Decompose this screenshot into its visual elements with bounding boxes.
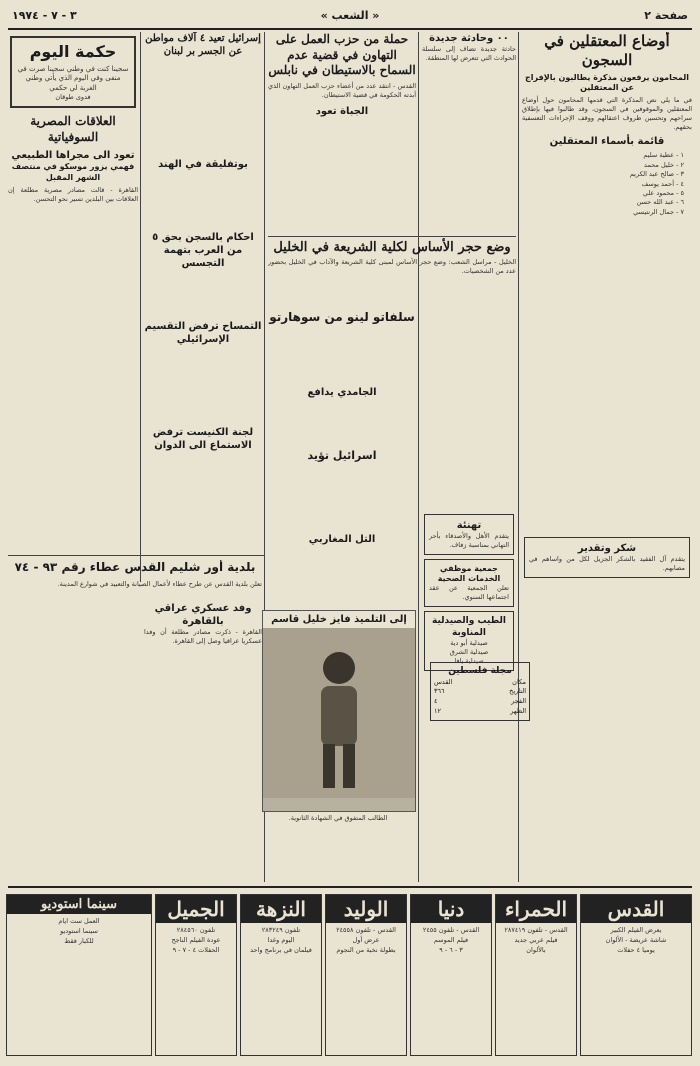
list-item: • ٥ - محمود علي xyxy=(522,189,684,198)
calendar-title: مجلة فلسطين xyxy=(448,666,512,676)
tender-text: تعلن بلدية القدس عن طرح عطاء لأعمال الصيانة والتعبيد في شوارع المدينة. xyxy=(57,579,262,588)
suharto-headline: سلفاتو لينو من سوهارتو xyxy=(269,310,415,324)
pharmacy-line: صيدلية الشرق xyxy=(449,647,489,656)
jamdi-headline: الجامدي يدافع xyxy=(307,386,377,398)
issue-date: ٣ - ٧ - ١٩٧٤ xyxy=(12,9,77,22)
prisoners-headline: أوضاع المعتقلين في السجون xyxy=(544,32,670,69)
thanks-title: شكر وتقدير xyxy=(577,543,637,555)
prisoners-text: في ما يلي نص المذكرة التي قدمها المحامون حول أوضاع المعتقلين والموقوفين في السجون، وقد طالبوا فيها بإطلاق سراحهم وتحسين ظروف اعتقالهم ووقف الإجراءات التعسفية بحقهم. xyxy=(522,96,692,131)
congrats-notice xyxy=(424,514,514,555)
column-right xyxy=(522,32,692,882)
student-photo xyxy=(262,610,416,812)
labour-party-headline: حملة من حزب العمل على التهاون في قضية عدم السماح بالاستيطان في نابلس xyxy=(268,32,416,78)
column-rule xyxy=(418,32,419,882)
newspaper-name: « الشعب » xyxy=(320,9,380,22)
cinema-name: الجميل xyxy=(156,895,236,923)
list-item: • ٣ - صالح عبد الكريم xyxy=(522,170,684,179)
health-assoc-notice xyxy=(424,559,514,607)
list-item: • ٢ - خليل محمد xyxy=(522,161,684,170)
fahmi-visit-headline: فهمي يزور موسكو في منتصف الشهر المقبل xyxy=(11,162,135,182)
pharmacy-line: صيدلية يافا xyxy=(454,656,484,665)
wisdom-box xyxy=(10,36,136,108)
cinema-name: الوليد xyxy=(326,895,406,923)
bouteflika-headline: بوتفليقة في الهند xyxy=(158,159,248,170)
cinema-name: النزهة xyxy=(241,895,321,923)
cinema-ad: الجميل تلفون ٢٨٤٥٦٠ عودة الفيلم الناجح الحفلات ٤ - ٧ - ٩ xyxy=(155,894,237,1056)
cinema-ads xyxy=(8,886,692,1060)
wisdom-brand: حكمة اليوم xyxy=(29,42,117,61)
labour-party-text: القدس - انتقد عدد من أعضاء حزب العمل التهاون الذي أبدته الحكومة في قضية الاستيطان. xyxy=(268,81,416,99)
pharmacy-line: صيدلية أبو دية xyxy=(450,639,488,648)
congrats-title: تهنئة xyxy=(456,520,482,531)
column-rule xyxy=(140,32,141,582)
returnees-headline: إسرائيل تعيد ٤ آلاف مواطن عن الجسر بر لبنان xyxy=(145,33,261,57)
collectors-headline: الجباة تعود xyxy=(315,106,369,118)
israel-supports-headline: اسرائيل تؤيد xyxy=(307,448,377,462)
page-header xyxy=(8,6,692,30)
column-3-mid xyxy=(268,310,416,610)
divider xyxy=(268,236,516,237)
tender-headline: بلدية أور شليم القدس عطاء رقم ٩٣ - ٧٤ xyxy=(14,560,256,574)
congrats-text: يتقدم الأهل والأصدقاء بأحر التهاني بمناسبة زفاف. xyxy=(429,532,509,549)
cinema-ad: سينما استوديو العمل ست ايام سينما استوديو للكبار فقط xyxy=(6,894,152,1056)
list-item: • ٤ - أحمد يوسف xyxy=(522,180,684,189)
cinema-name: الحمراء xyxy=(496,895,576,923)
pharmacy-title: الطيب والصيدلية المناوبة xyxy=(432,615,506,638)
israel-partition-headline: التمساح ترفض التقسيم الإسرائيلي xyxy=(144,321,262,345)
cinema-ad: القدس يعرض الفيلم الكبير شاشة عريضة - الألوان يوميا ٤ حفلات xyxy=(580,894,692,1056)
wisdom-quote: سجينا كنت في وطني سجينا صرت في منفى وفي اليوم الذي يأتي وطني الغربة لي حكمي xyxy=(17,65,129,92)
cinema-ad: دنيا القدس - تلفون ٢٤٥٥ فيلم الموسم ٣ - ٦ - ٩ xyxy=(410,894,492,1056)
list-item: • ٧ - جمال الرنتيسي xyxy=(522,208,684,217)
spy-sentence-headline: احكام بالسجن بحق ٥ من العرب بتهمة التجسس xyxy=(152,232,254,269)
calendar-row: مكان القدس xyxy=(434,677,526,686)
column-3 xyxy=(268,32,416,232)
incident-text: حادثة جديدة تضاف إلى سلسلة الحوادث التي تتعرض لها المنطقة. xyxy=(422,45,516,62)
divider xyxy=(8,555,264,556)
cinema-name: القدس xyxy=(581,895,691,923)
knesset-headline: لجنة الكنيست ترفض الاستماع الى الدوان xyxy=(152,427,254,451)
sharia-college-block xyxy=(268,236,516,296)
incident-headline: ٠٠ وحادثة جديدة xyxy=(429,33,509,44)
list-item: • ١ - عطية سليم xyxy=(522,151,684,160)
calendar-row: الفجر ٤ xyxy=(434,697,526,706)
health-assoc-text: تعلن الجمعية عن عقد اجتماعها السنوي. xyxy=(429,584,509,602)
thanks-text: يتقدم آل الفقيد بالشكر الجزيل لكل من واساهم في مصابهم. xyxy=(529,555,685,573)
photo-caption: إلى التلميذ فايز خليل قاسم xyxy=(263,611,415,628)
cinema-name: سينما استوديو xyxy=(7,895,151,914)
prisoners-list xyxy=(522,151,692,217)
page-number: صفحة ٢ xyxy=(644,9,688,22)
calendar-box xyxy=(430,662,530,721)
maghreb-headline: التل المغاربي xyxy=(308,533,376,545)
photo-text: الطالب المتفوق في الشهادة الثانوية. xyxy=(288,814,388,822)
prisoners-list-title: قائمة بأسماء المعتقلين xyxy=(549,136,665,148)
egypt-soviet-headline: العلاقات المصرية السوفياتية xyxy=(30,114,116,144)
iraqi-delegation-headline: وفد عسكري عراقي بالقاهرة xyxy=(154,603,252,627)
person-photo-icon xyxy=(263,628,415,798)
cinema-ad: النزهة تلفون ٢٨٣٢٤٩ اليوم وغدا فيلمان في برنامج واحد xyxy=(240,894,322,1056)
column-rule xyxy=(518,32,519,882)
cinema-ad: الحمراء القدس - تلفون ٢٨٧٤١٩ فيلم عربي جديد بالألوان xyxy=(495,894,577,1056)
thanks-box xyxy=(524,537,690,578)
iraqi-delegation-text: القاهرة - ذكرت مصادر مطلعة أن وفدا عسكريا عراقيا وصل إلى القاهرة. xyxy=(144,628,262,645)
sharia-college-headline: وضع حجر الأساس لكلية الشريعة في الخليل xyxy=(273,240,511,255)
wisdom-source: فدوى طوقان xyxy=(55,93,91,102)
tender-block xyxy=(8,560,262,860)
egypt-soviet-text: القاهرة - قالت مصادر مصرية مطلعة إن العلاقات بين البلدين تسير نحو التحسن. xyxy=(8,186,138,203)
photo-text-block xyxy=(262,814,414,854)
cinema-ad: الوليد القدس - تلفون ٢٤٥٥٨ عرض أول بطولة نخبة من النجوم xyxy=(325,894,407,1056)
list-item: • ٦ - عبد الله حسن xyxy=(522,198,684,207)
calendar-row: الظهر ١٢ xyxy=(434,706,526,715)
calendar-row: التاريخ ٣٦٦ xyxy=(434,687,526,696)
sharia-college-text: الخليل - مراسل الشعب: وضع حجر الأساس لمبنى كلية الشريعة والآداب في الخليل بحضور عدد من الشخصيات. xyxy=(268,258,516,276)
health-assoc-title: جمعية موظفي الخدمات الصحية xyxy=(437,563,501,583)
egypt-soviet-subhead: تعود الى مجراها الطبيعي xyxy=(11,150,135,162)
prisoners-subhead: المحامون يرفعون مذكرة يطالبون بالإفراج عن المعتقلين xyxy=(525,72,689,92)
cinema-name: دنيا xyxy=(411,895,491,923)
